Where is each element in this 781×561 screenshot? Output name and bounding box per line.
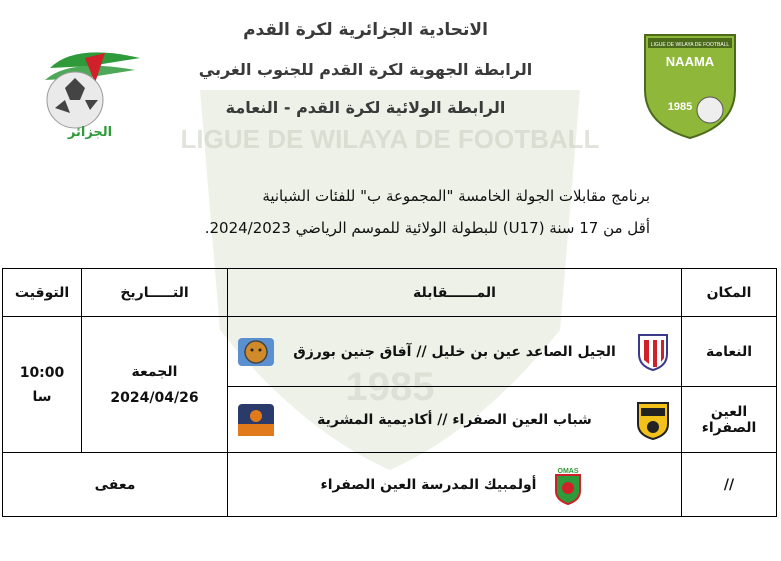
club-crest-icon xyxy=(236,400,276,440)
naama-league-logo xyxy=(640,30,740,140)
faf-logo-text: الجزائر xyxy=(67,125,113,140)
match-text: الجيل الصاعد عين بن خليل // آفاق جنين بورزق xyxy=(293,343,616,360)
naama-logo-year: 1985 xyxy=(667,101,693,113)
club-crest-icon xyxy=(236,332,276,372)
header-venue: المكان xyxy=(682,269,777,317)
exempt-note: معفى xyxy=(3,453,228,517)
svg-text:OMAS: OMAS xyxy=(557,467,579,475)
time-suffix: سا xyxy=(32,388,52,405)
table-header-row xyxy=(3,269,777,317)
match-cell xyxy=(228,453,682,517)
header-match: المــــــقابلة xyxy=(228,269,682,317)
naama-logo-name: NAAMA xyxy=(665,54,715,69)
time-cell xyxy=(3,317,82,453)
match-text: أولمبيك المدرسة العين الصفراء xyxy=(320,476,537,493)
date-cell xyxy=(82,317,228,453)
watermark-text: LIGUE DE WILAYA DE FOOTBALL xyxy=(180,124,600,154)
club-crest-icon xyxy=(548,465,588,505)
venue-cell: // xyxy=(682,453,777,517)
header-time: التوقيت xyxy=(3,269,82,317)
venue-cell: النعامة xyxy=(682,317,777,387)
fixtures-table xyxy=(2,268,777,517)
match-cell xyxy=(228,387,682,453)
match-text: شباب العين الصفراء // أكاديمية المشرية xyxy=(317,411,592,428)
header-date: التـــــاريخ xyxy=(82,269,228,317)
venue-cell: العين الصفراء xyxy=(682,387,777,453)
wilaya-league-title: الرابطة الولائية لكرة القدم - النعامة xyxy=(225,98,506,117)
time-value: 10:00 xyxy=(19,364,65,381)
table-row xyxy=(3,317,777,387)
club-crest-icon xyxy=(633,400,673,440)
match-cell xyxy=(228,317,682,387)
faf-logo xyxy=(30,38,155,143)
date-value: 2024/04/26 xyxy=(110,389,199,406)
naama-logo-top: LIGUE DE WILAYA DE FOOTBALL xyxy=(650,42,730,48)
program-title-line2: أقل من 17 سنة (U17) للبطولة الولائية للموسم الرياضي 2024/2023. xyxy=(204,219,650,237)
program-title-line1: برنامج مقابلات الجولة الخامسة "المجموعة ب" للفئات الشبانية xyxy=(262,187,650,205)
regional-league-title: الرابطة الجهوية لكرة القدم للجنوب الغربي xyxy=(198,60,533,79)
watermark-year: 1985 xyxy=(345,365,435,409)
table-row xyxy=(3,453,777,517)
federation-title: الاتحادية الجزائرية لكرة القدم xyxy=(243,20,488,40)
club-crest-icon xyxy=(633,332,673,372)
date-day: الجمعة xyxy=(131,363,178,380)
